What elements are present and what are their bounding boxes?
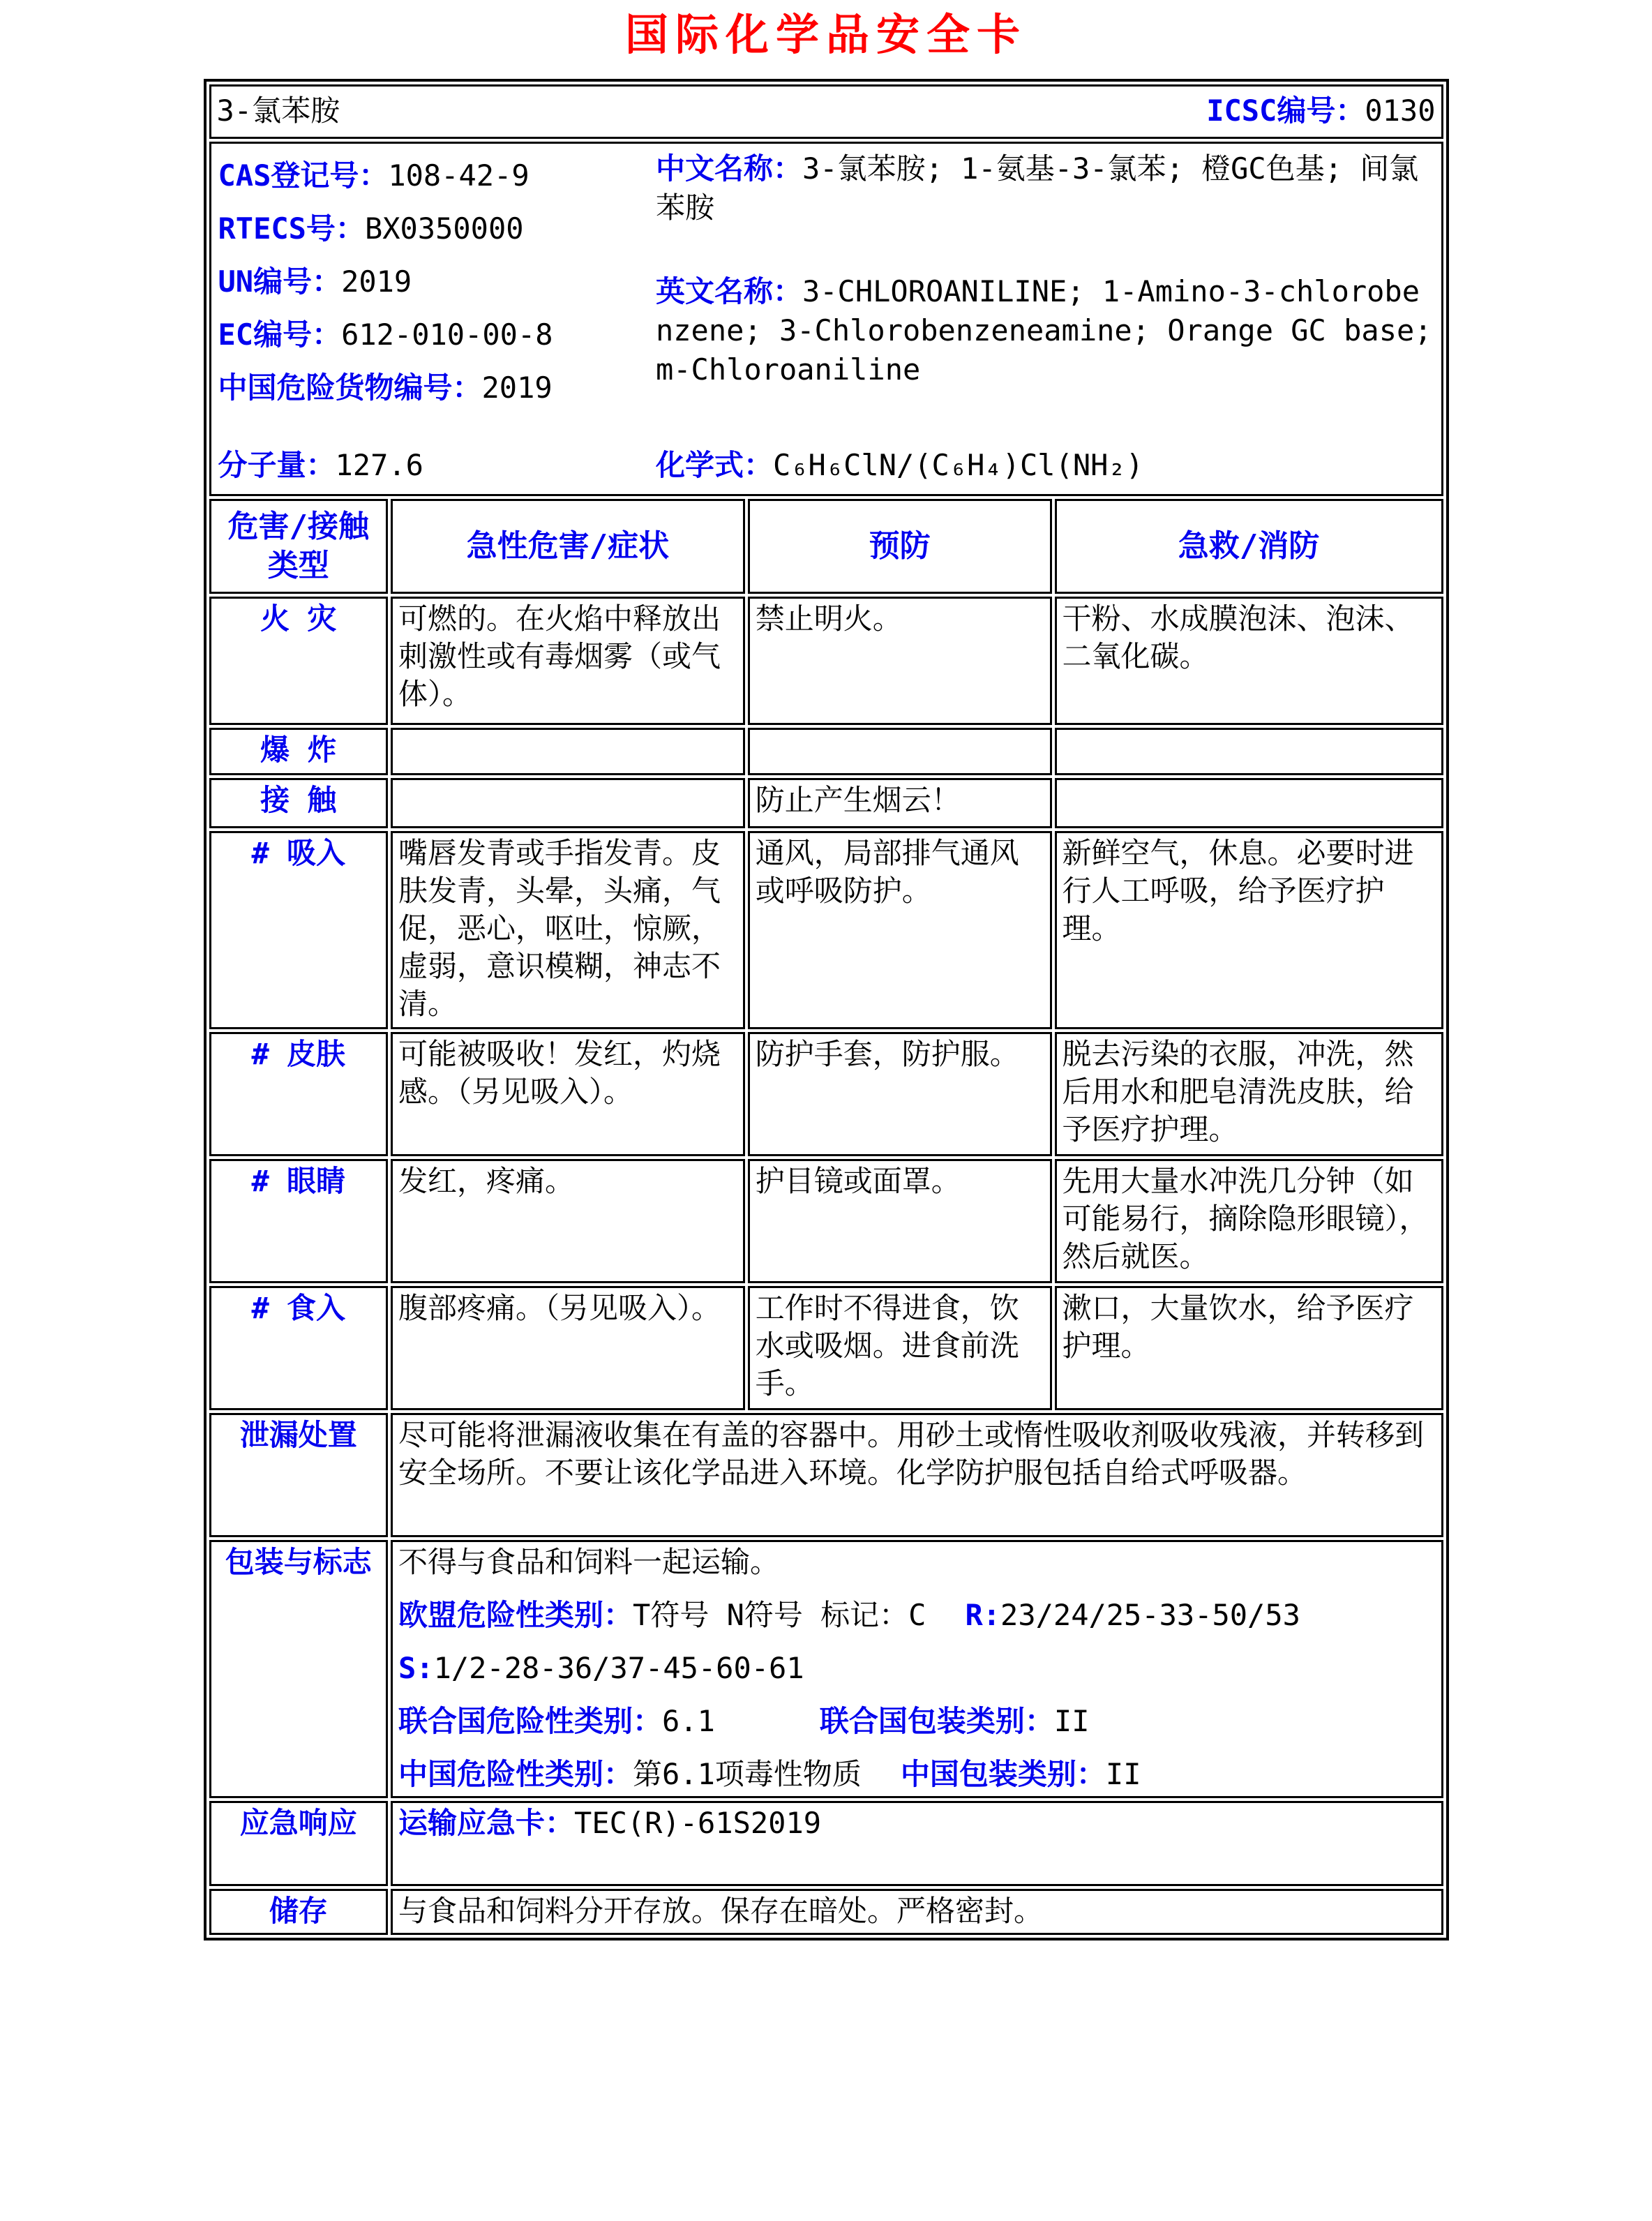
un-number: UN编号：2019 [218,264,412,299]
explosion-aid-cell [1055,728,1443,775]
row-label-storage: 储存 [209,1889,389,1935]
spill-row [209,1413,1443,1537]
row-label-explosion: 爆 炸 [209,728,389,775]
hazard-row-eyes [209,1159,1443,1283]
rtecs-number: RTECS号：BX0350000 [218,211,524,246]
row-label-ingestion: # 食入 [209,1286,389,1410]
explosion-prevention-cell [748,728,1052,775]
hazard-row-skin [209,1032,1443,1156]
skin-prevention-cell: 防护手套，防护服。 [748,1032,1052,1156]
row-label-fire: 火 灾 [209,597,389,725]
ingestion-aid-cell: 漱口，大量饮水，给予医疗护理。 [1055,1286,1443,1410]
identity-row [209,142,1443,496]
packaging-eu-line: 欧盟危险性类别：T符号 N符号 标记：C R:23/24/25-33-50/53 [398,1598,1300,1633]
chinese-name: 中文名称：3-氯苯胺; 1-氨基-3-氯苯; 橙GC色基; 间氯苯胺 [655,151,1419,225]
row-label-skin: # 皮肤 [209,1032,389,1156]
un-pack-label: 联合国包装类别： [819,1704,1054,1739]
emergency-content-cell: 运输应急卡：TEC(R)-61S2019 [391,1801,1443,1886]
col-header-firstaid: 急救/消防 [1055,499,1443,594]
packaging-un-line: 联合国危险性类别：6.1 联合国包装类别：II [398,1704,1090,1739]
hazard-row-inhalation [209,831,1443,1029]
fire-aid-cell: 干粉、水成膜泡沫、泡沫、二氧化碳。 [1055,597,1443,725]
contact-symptoms-cell [391,778,745,828]
storage-text-cell: 与食品和饲料分开存放。保存在暗处。严格密封。 [391,1889,1443,1935]
icsc-value: 0130 [1365,94,1436,128]
spill-text-cell: 尽可能将泄漏液收集在有盖的容器中。用砂土或惰性吸收剂吸收残液，并转移到安全场所。不要让该化学品进入环境。化学防护服包括自给式呼吸器。 [391,1413,1443,1537]
contact-prevention-cell: 防止产生烟云！ [748,778,1052,828]
hazard-row-fire [209,597,1443,725]
eyes-prevention-cell: 护目镜或面罩。 [748,1159,1052,1283]
col-header-prevention: 预防 [748,499,1052,594]
card-content [204,0,1449,1940]
row-label-packaging: 包装与标志 [209,1540,389,1798]
row-label-eyes: # 眼睛 [209,1159,389,1283]
skin-aid-cell: 脱去污染的衣服，冲洗，然后用水和肥皂清洗皮肤，给予医疗护理。 [1055,1032,1443,1156]
hazard-row-explosion [209,728,1443,775]
packaging-transport-note: 不得与食品和饲料一起运输。 [398,1545,780,1580]
name-row [209,84,1443,139]
col-header-hazard-type: 危害/接触类型 [209,499,389,594]
packaging-content-cell [391,1540,1443,1798]
skin-symptoms-cell: 可能被吸收！发红，灼烧感。（另见吸入）。 [391,1032,745,1156]
cn-pack-label: 中国包装类别： [900,1757,1106,1792]
transport-card-label: 运输应急卡： [398,1806,575,1841]
emergency-row [209,1801,1443,1886]
s-phrases-label: S: [398,1651,434,1686]
col-header-symptoms: 急性危害/症状 [391,499,745,594]
r-phrases-label: R: [965,1598,1001,1633]
hazard-row-contact [209,778,1443,828]
row-label-spill: 泄漏处置 [209,1413,389,1537]
ingestion-prevention-cell: 工作时不得进食，饮水或吸烟。进食前洗手。 [748,1286,1052,1410]
chemical-formula: 化学式：C₆H₆ClN/(C₆H₄)Cl(NH₂) [655,448,1143,483]
table-header-row [209,499,1443,594]
un-class-label: 联合国危险性类别： [398,1704,663,1739]
row-label-emergency: 应急响应 [209,1801,389,1886]
inhalation-prevention-cell: 通风，局部排气通风或呼吸防护。 [748,831,1052,1029]
safety-card-table [204,79,1449,1940]
storage-row [209,1889,1443,1935]
icsc-label: ICSC编号： [1206,94,1365,128]
inhalation-aid-cell: 新鲜空气，休息。必要时进行人工呼吸，给予医疗护理。 [1055,831,1443,1029]
chemical-name: 3-氯苯胺 [216,94,340,128]
fire-symptoms-cell: 可燃的。在火焰中释放出刺激性或有毒烟雾（或气体）。 [391,597,745,725]
contact-aid-cell [1055,778,1443,828]
english-name: 英文名称：3-CHLOROANILINE; 1-Amino-3-chlorobenzene; 3-Chlorobenzeneamine; Orange GC base; m-Chloroaniline [655,274,1432,387]
eu-class-label: 欧盟危险性类别： [398,1598,633,1633]
cas-number: CAS登记号：108-42-9 [218,158,530,193]
row-label-inhalation: # 吸入 [209,831,389,1029]
cn-class-label: 中国危险性类别： [398,1757,633,1792]
eyes-aid-cell: 先用大量水冲洗几分钟（如可能易行，摘除隐形眼镜），然后就医。 [1055,1159,1443,1283]
explosion-symptoms-cell [391,728,745,775]
packaging-s-line: S:1/2-28-36/37-45-60-61 [398,1651,804,1686]
page-title: 国际化学品安全卡 [624,9,1027,60]
inhalation-symptoms-cell: 嘴唇发青或手指发青。皮肤发青，头晕，头痛，气促，恶心，呕吐，惊厥，虚弱，意识模糊，神志不清。 [391,831,745,1029]
ingestion-symptoms-cell: 腹部疼痛。（另见吸入）。 [391,1286,745,1410]
fire-prevention-cell: 禁止明火。 [748,597,1052,725]
eyes-symptoms-cell: 发红，疼痛。 [391,1159,745,1283]
ec-number: EC编号：612-010-00-8 [218,317,553,352]
icsc-number [1206,92,1435,130]
packaging-cn-line: 中国危险性类别：第6.1项毒性物质 中国包装类别：II [398,1757,1141,1792]
china-dg-number: 中国危险货物编号：2019 [218,371,553,405]
row-label-contact: 接 触 [209,778,389,828]
packaging-row [209,1540,1443,1798]
chemical-names [656,149,1434,447]
molecular-weight: 分子量：127.6 [218,448,423,483]
registry-numbers [218,149,656,447]
hazard-row-ingestion [209,1286,1443,1410]
